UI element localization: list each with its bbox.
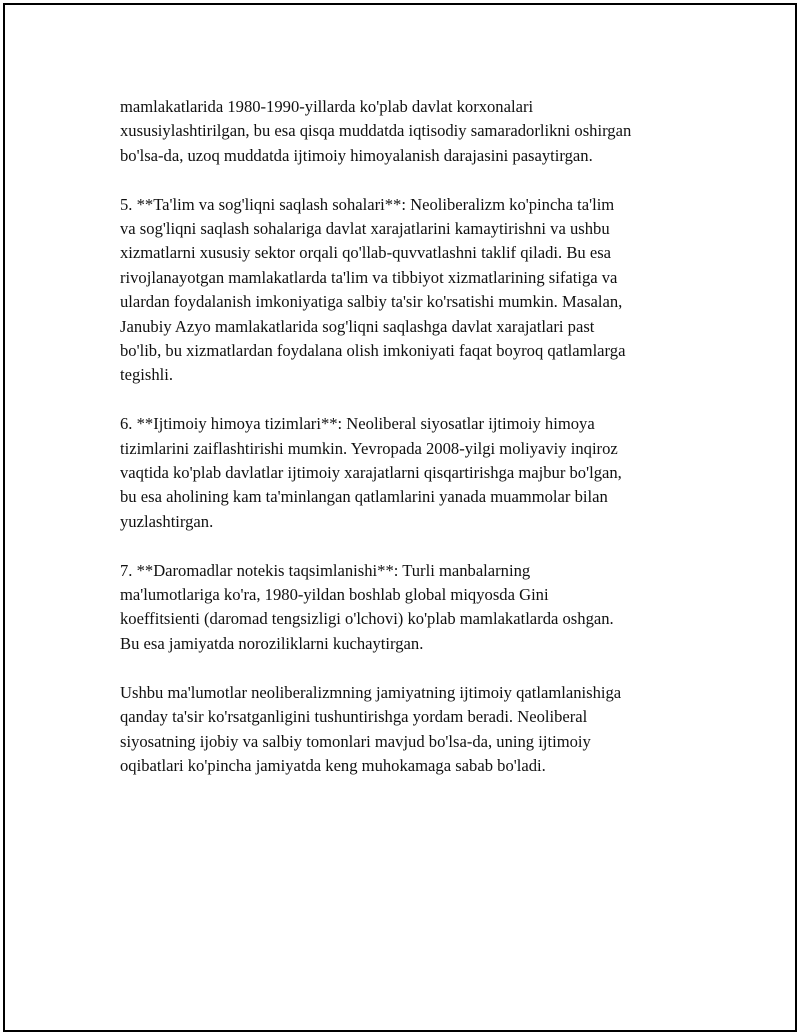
text-line: Ushbu ma'lumotlar neoliberalizmning jamiyatning ijtimoiy qatlamlanishiga [120,682,622,702]
text-line: bo'lib, bu xizmatlardan foydalana olish imkoniyati faqat boyroq qatlamlarga [120,341,626,361]
text-line: va sog'liqni saqlash sohalariga davlat xarajatlarini kamaytirishni va ushbu [120,219,610,239]
text-line: siyosatning ijobiy va salbiy tomonlari mavjud bo'lsa-da, uning ijtimoiy [120,731,591,751]
text-line: vaqtida ko'plab davlatlar ijtimoiy xarajatlarni qisqartirishga majbur bo'lgan, [120,463,622,483]
text-line: Bu esa jamiyatda noroziliklarni kuchaytirgan. [120,633,424,653]
text-line: ma'lumotlariga ko'ra, 1980-yildan boshlab global miqyosda Gini [120,585,549,605]
text-line: ulardan foydalanish imkoniyatiga salbiy ta'sir ko'rsatishi mumkin. Masalan, [120,292,623,312]
document-page [3,3,797,1032]
text-line: mamlakatlarida 1980-1990-yillarda ko'plab davlat korxonalari [120,97,534,116]
text-line: bu esa aholining kam ta'minlangan qatlamlarini yanada muammolar bilan [120,487,608,507]
text-line: oqibatlari ko'pincha jamiyatda keng muhokamaga sabab bo'ladi. [120,755,546,775]
paragraph-income-distribution [120,559,700,657]
text-line: qanday ta'sir ko'rsatganligini tushuntirishga yordam beradi. Neoliberal [120,707,588,727]
document-body [120,95,700,803]
paragraph-conclusion [120,681,700,779]
text-line: tegishli. [120,365,174,385]
text-line: xizmatlarni xususiy sektor orqali qo'llab-quvvatlashni taklif qiladi. Bu esa [120,243,612,263]
text-line: tizimlarini zaiflashtirishi mumkin. Yevropada 2008-yilgi moliyaviy inqiroz [120,438,618,458]
text-line: 7. **Daromadlar notekis taqsimlanishi**: Turli manbalarning [120,560,531,580]
text-line: 5. **Ta'lim va sog'liqni saqlash sohalari**: Neoliberalizm ko'pincha ta'lim [120,194,615,214]
paragraph-privatization-continuation [120,95,700,168]
text-line: koeffitsienti (daromad tengsizligi o'lchovi) ko'plab mamlakatlarda oshgan. [120,609,614,629]
text-line: Janubiy Azyo mamlakatlarida sog'liqni saqlashga davlat xarajatlari past [120,316,595,336]
text-line: bo'lsa-da, uzoq muddatda ijtimoiy himoyalanish darajasini pasaytirgan. [120,145,593,165]
paragraph-social-protection [120,412,700,534]
text-line: yuzlashtirgan. [120,511,214,531]
text-line: rivojlanayotgan mamlakatlarda ta'lim va tibbiyot xizmatlarining sifatiga va [120,267,618,287]
text-line: xususiylashtirilgan, bu esa qisqa muddatda iqtisodiy samaradorlikni oshirgan [120,121,632,141]
text-line: 6. **Ijtimoiy himoya tizimlari**: Neoliberal siyosatlar ijtimoiy himoya [120,414,595,434]
paragraph-education-health [120,193,700,388]
